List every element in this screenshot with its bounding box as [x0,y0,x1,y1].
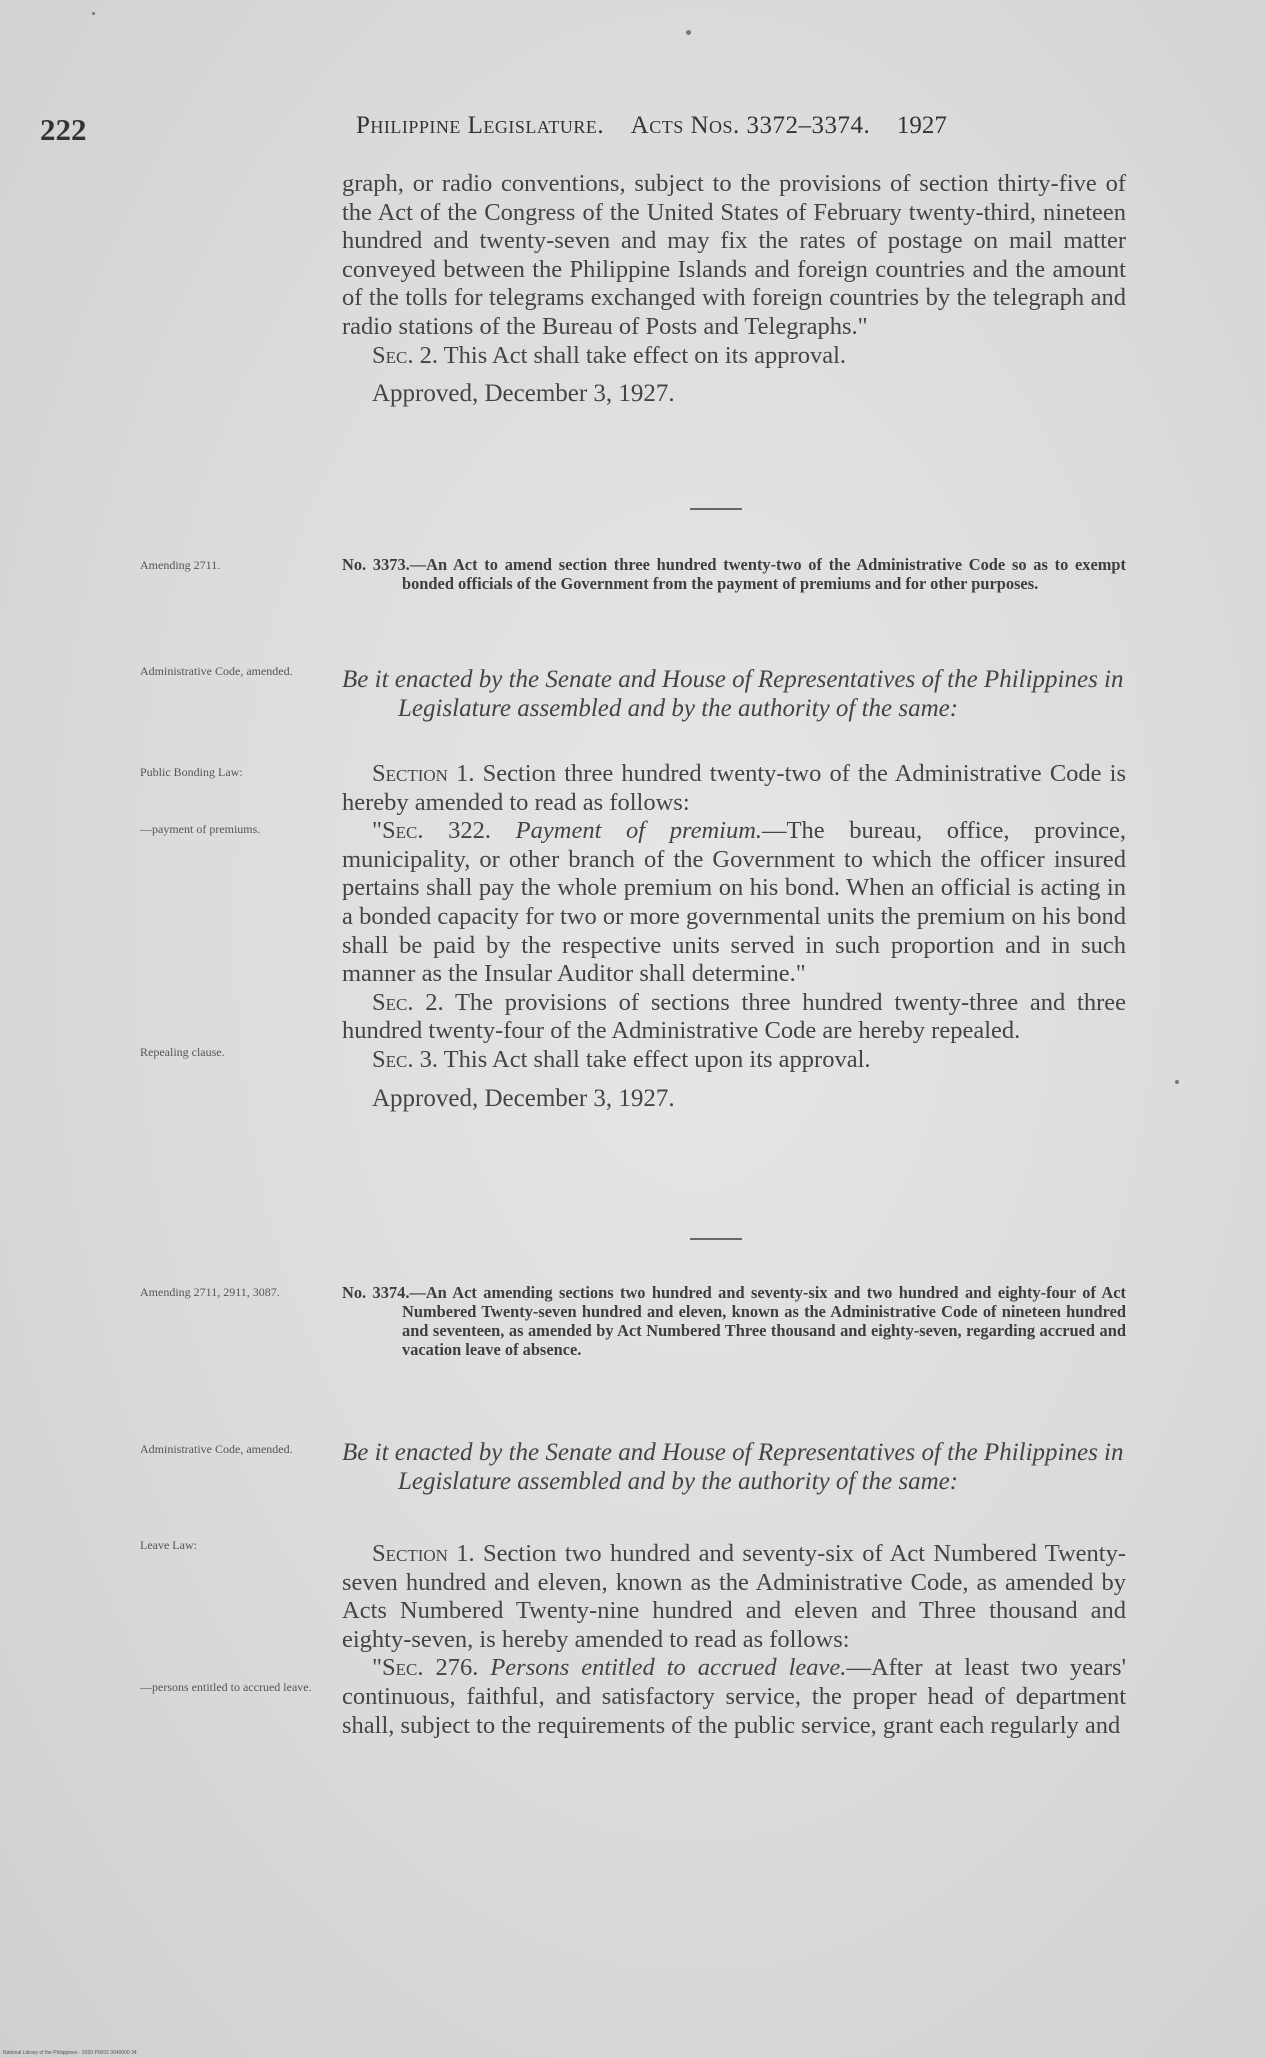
approved-date: Approved, December 3, 1927. [372,380,675,408]
sec2-label: Sec. 2. [372,988,444,1016]
act-number: No. 3374. [342,1283,410,1302]
sec2-paragraph [342,989,1126,1046]
running-header [356,112,1108,140]
page-number: 222 [40,112,87,147]
sec322-paragraph [342,817,1126,989]
sec276-label: "Sec. 276. [372,1654,479,1682]
enacting-clause: Be it enacted by the Senate and House of Representatives of the Philippines in Legislature assembled and by the authority of the same: [342,1439,1124,1495]
margin-note-amending: Amending 2711, 2911, 3087. [140,1285,280,1299]
act-title-text: —An Act amending sections two hundred and seventy-six and two hundred and eighty-four of Act Numbered Twenty-seven hundred and eleven, known as the Administrative Code of nineteen hundred and seventeen, as amended by Act Numbered Three thousand and eighty-seven, regarding accrued and vacation leave of absence. [402,1283,1126,1359]
margin-note-leave-law: Leave Law: [140,1538,197,1552]
scan-credit: National Library of the Philippines · 2020 P0002 3040000 34 [3,2050,137,2056]
sec276-paragraph [342,1654,1126,1740]
sec322-label: "Sec. 322. [372,817,491,845]
sec2-paragraph [342,342,1126,371]
act-3374-title [342,1283,1126,1359]
margin-note-amending: Amending 2711. [140,558,221,572]
sec1-label: Section 1. [372,1540,475,1567]
specks [92,12,95,15]
continuation-paragraph: graph, or radio conventions, subject to the provisions of section thirty-five of the Act of the Congress of the United States of February twenty-third, nineteen hundred and twenty-seven and may fix the rates of postage on mail matter conveyed between the Philippine Islands and foreign countries and the amount of the tolls for telegrams exchanged with foreign countries by the telegraph and radio stations of the Bureau of Posts and Telegraphs." [342,170,1126,340]
margin-note-persons-entitled: —persons entitled to accrued leave. [140,1680,312,1694]
header-year: 1927 [896,112,947,139]
sec1-text: Section three hundred twenty-two of the Administrative Code is hereby amended to read as follows: [342,760,1127,816]
sec1-paragraph [342,760,1126,817]
sec1-text: Section two hundred and seventy-six of Act Numbered Twenty-seven hundred and eleven, known as the Administrative Code, as amended by Acts Numbered Twenty-nine hundred and eleven and Three thousand and eighty-seven, is hereby amended to read as follows: [342,1540,1127,1653]
act-title-text: —An Act to amend section three hundred twenty-two of the Administrative Code so as to exempt bonded officials of the Government from the payment of premiums and for other purposes. [402,555,1126,593]
sec276-text: —After at least two years' continuous, faithful, and satisfactory service, the proper head of department shall, subject to the requirements of the public service, grant each regularly and [342,1654,1126,1739]
sec322-heading: Payment of premium. [515,817,763,845]
running-title: Philippine Legislature. [356,112,605,139]
act-3373-title [342,555,1126,593]
act-3374-body [342,1540,1126,1740]
sec3-label: Sec. 3. [372,1045,438,1073]
margin-note-admin-code: Administrative Code, amended. [140,664,293,678]
margin-note-admin-code: Administrative Code, amended. [140,1442,293,1456]
specks [1175,1080,1179,1084]
act-3372-continuation [342,170,1126,409]
act-number: No. 3373. [342,555,410,574]
margin-note-payment: —payment of premiums. [140,822,261,836]
sec3-text: This Act shall take effect upon its approval. [443,1045,871,1073]
sec2-label: Sec. 2. [372,341,438,369]
sec1-label: Section 1. [372,760,475,787]
margin-note-public-bonding: Public Bonding Law: [140,765,243,779]
acts-range: Acts Nos. 3372–3374. [630,112,871,139]
sec2-text: This Act shall take effect on its approval. [443,341,846,369]
sec3-paragraph [342,1046,1126,1075]
sec322-text: —The bureau, office, province, municipality, or other branch of the Government to which the officer insured pertains shall pay the whole premium on his bond. When an official is acting in a bonded capacity for two or more governmental units the premium on his bond shall be paid by the respective units served in such proportion and in such manner as the Insular Auditor shall determine." [342,817,1126,988]
section-divider [690,508,742,510]
section-divider [690,1238,742,1240]
enacting-clause: Be it enacted by the Senate and House of Representatives of the Philippines in Legislature assembled and by the authority of the same: [342,666,1124,722]
specks [686,30,691,35]
sec276-heading: Persons entitled to accrued leave. [490,1654,847,1682]
act-3373-body [342,760,1126,1113]
margin-note-repealing: Repealing clause. [140,1045,225,1059]
approved-date: Approved, December 3, 1927. [372,1084,675,1112]
sec2-text: The provisions of sections three hundred twenty-three and three hundred twenty-four of the Administrative Code are hereby repealed. [342,988,1126,1045]
sec1-paragraph [342,1540,1126,1654]
